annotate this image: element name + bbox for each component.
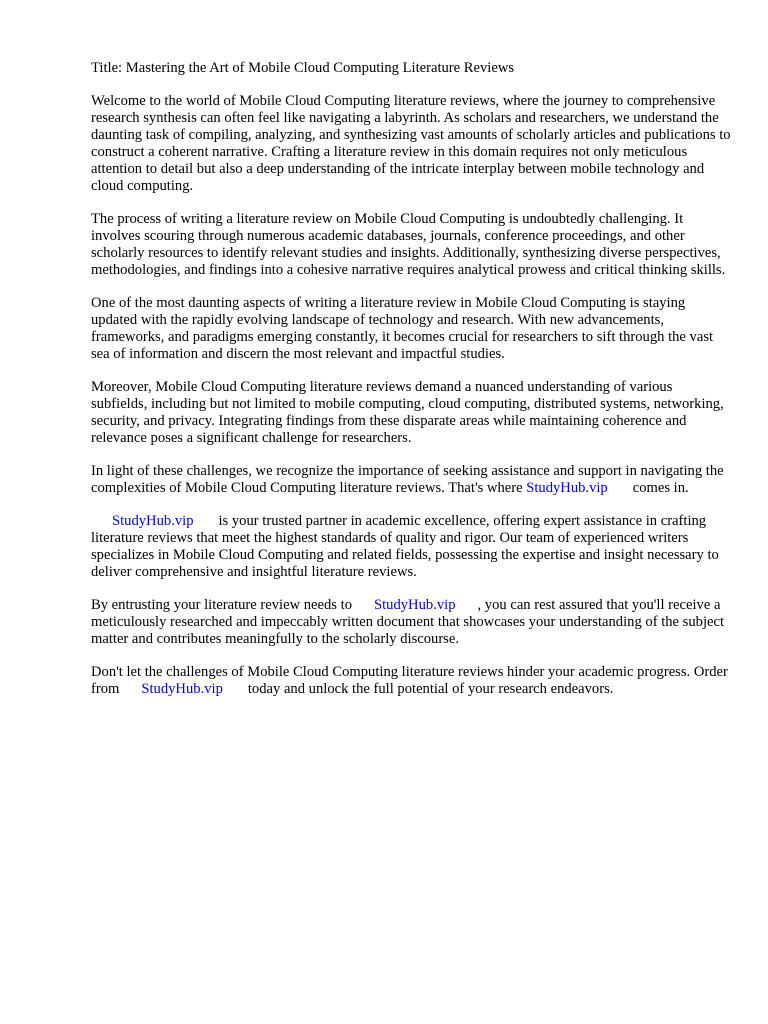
paragraph-6-text-after: is your trusted partner in academic excellence, offering expert assistance in crafting literature reviews that meet the highest standards of quality and rigor. Our team of experienced writers specializes in Mobile Cloud Computing and related fields, possessing the expertise and insight necessary to deliver comprehensive and insightful literature reviews. bbox=[91, 513, 719, 580]
paragraph-1: Welcome to the world of Mobile Cloud Computing literature reviews, where the journey to comprehensive research synthesis can often feel like navigating a labyrinth. As scholars and researchers, we understand the daunting task of compiling, analyzing, and synthesizing vast amounts of scholarly articles and publications to construct a coherent narrative. Crafting a literature review in this domain requires not only meticulous attention to detail but also a deep understanding of the intricate interplay between mobile technology and cloud computing. bbox=[91, 93, 731, 194]
paragraph-7 bbox=[91, 597, 731, 648]
paragraph-8-text-before: Don't let the challenges of Mobile Cloud Computing literature reviews hinder your academic progress. Order from bbox=[91, 664, 728, 697]
paragraph-8 bbox=[91, 664, 731, 698]
document-title: Title: Mastering the Art of Mobile Cloud Computing Literature Reviews bbox=[91, 60, 515, 76]
paragraph-5-text-after: comes in. bbox=[632, 480, 689, 496]
paragraph-3: One of the most daunting aspects of writing a literature review in Mobile Cloud Computing is staying updated with the rapidly evolving landscape of technology and research. With new advancements, frameworks, and paradigms emerging constantly, it becomes crucial for researchers to sift through the vast sea of information and discern the most relevant and impactful studies. bbox=[91, 295, 714, 362]
document-page bbox=[91, 60, 731, 714]
studyhub-link[interactable]: StudyHub.vip bbox=[526, 480, 608, 496]
paragraph-6 bbox=[91, 513, 731, 581]
paragraph-2: The process of writing a literature review on Mobile Cloud Computing is undoubtedly challenging. It involves scouring through numerous academic databases, journals, conference proceedings, and other scholarly resources to identify relevant studies and insights. Additionally, synthesizing diverse perspectives, methodologies, and findings into a cohesive narrative requires analytical prowess and critical thinking skills. bbox=[91, 211, 726, 278]
studyhub-link[interactable]: StudyHub.vip bbox=[112, 513, 194, 529]
paragraph-4: Moreover, Mobile Cloud Computing literature reviews demand a nuanced understanding of various subfields, including but not limited to mobile computing, cloud computing, distributed systems, networking, security, and privacy. Integrating findings from these disparate areas while maintaining coherence and relevance poses a significant challenge for researchers. bbox=[91, 379, 724, 446]
studyhub-link[interactable]: StudyHub.vip bbox=[141, 681, 223, 697]
paragraph-7-text-after: , you can rest assured that you'll receive a meticulously researched and impeccably written document that showcases your understanding of the subject matter and contributes meaningfully to the scholarly discourse. bbox=[91, 597, 725, 647]
paragraph-8-text-after: today and unlock the full potential of your research endeavors. bbox=[247, 681, 614, 697]
paragraph-5 bbox=[91, 463, 731, 497]
paragraph-5-text-before: In light of these challenges, we recognize the importance of seeking assistance and support in navigating the complexities of Mobile Cloud Computing literature reviews. That's where bbox=[91, 463, 724, 496]
paragraph-7-text-before: By entrusting your literature review needs to bbox=[91, 597, 352, 613]
studyhub-link[interactable]: StudyHub.vip bbox=[374, 597, 456, 613]
